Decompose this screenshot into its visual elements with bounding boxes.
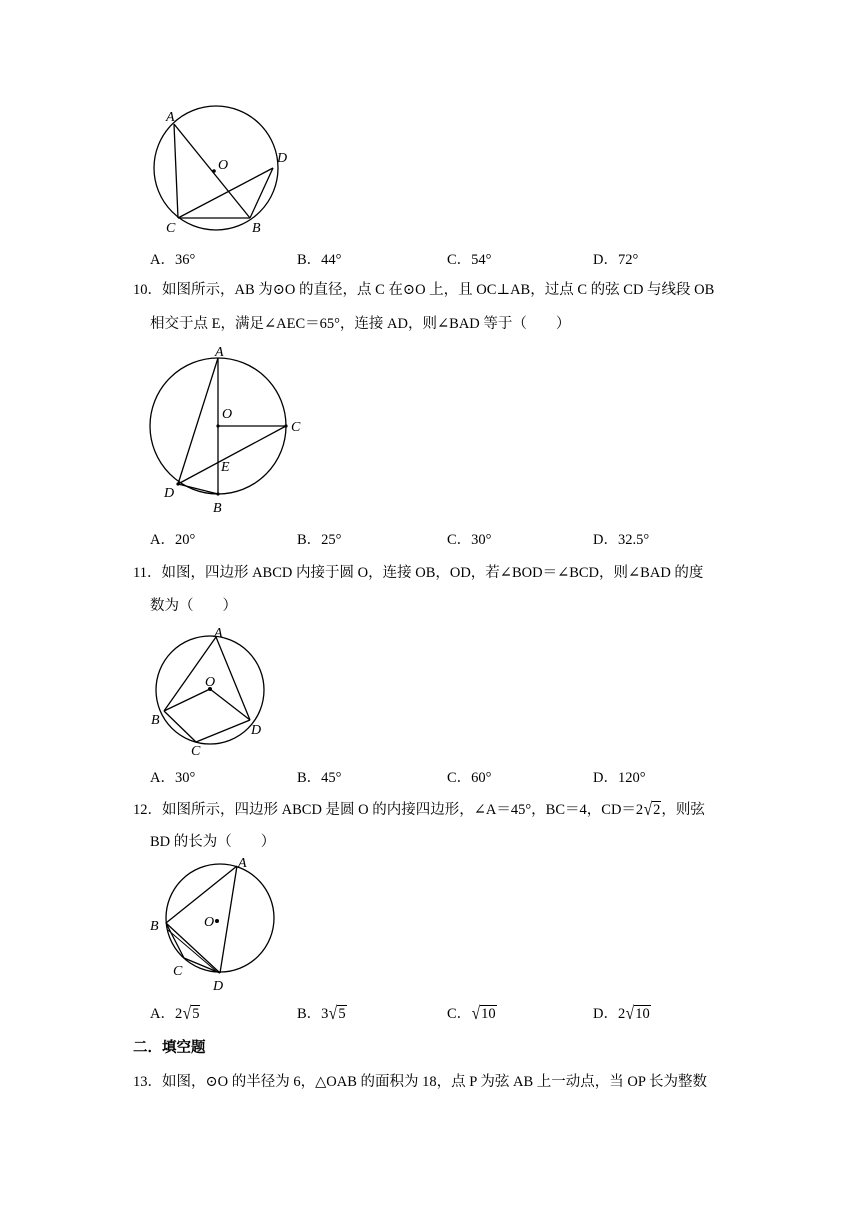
q11-label-d: D <box>251 723 262 738</box>
q12-label-o: O <box>204 915 215 930</box>
q12-option-d <box>593 1002 651 1023</box>
q10-label-a: A <box>215 345 224 360</box>
q9-option-d: D．72° <box>593 252 639 268</box>
q10-label-d: D <box>164 486 175 501</box>
q12-label-c: C <box>173 964 183 979</box>
q9-label-b: B <box>252 221 261 236</box>
q13-text-line1: 13．如图，⊙O 的半径为 6，△OAB 的面积为 18，点 P 为弦 AB 上一动点，当 OP 长为整数 <box>133 1074 708 1090</box>
q12-option-a-radicand: 5 <box>192 1006 200 1022</box>
q9-label-a: A <box>166 110 175 125</box>
q12-option-d-radicand: 10 <box>635 1006 650 1022</box>
q11-label-o: O <box>205 675 216 690</box>
q12-option-c-sqrt: √10 <box>471 1003 496 1024</box>
q11-label-c: C <box>191 744 201 759</box>
q9-label-o: O <box>218 158 229 173</box>
q12-text-line2: BD 的长为（ ） <box>150 834 276 850</box>
q12-sqrt-radicand: 2 <box>653 802 661 818</box>
q12-option-a-prefix: A．2 <box>150 1006 183 1022</box>
q12-option-b-sqrt: √5 <box>329 1003 346 1024</box>
q10-option-c: C．30° <box>447 532 492 548</box>
q9-option-c: C．54° <box>447 252 492 268</box>
q11-label-b: B <box>151 713 160 728</box>
q12-option-d-prefix: D．2 <box>593 1006 626 1022</box>
q10-text-line1: 10．如图所示，AB 为⊙O 的直径，点 C 在⊙O 上，且 OC⊥AB，过点 C 的弦 CD 与线段 OB <box>133 282 715 298</box>
q9-figure <box>140 100 310 240</box>
q9-label-d: D <box>277 151 288 166</box>
q9-label-c: C <box>166 221 176 236</box>
q12-option-b-radicand: 5 <box>338 1006 346 1022</box>
q12-text-line1 <box>133 800 705 820</box>
q9-option-a: A．36° <box>150 252 196 268</box>
q12-label-a: A <box>238 856 247 871</box>
q12-option-c-prefix: C． <box>447 1006 472 1022</box>
q12-option-a <box>150 1002 200 1023</box>
q11-text-line1: 11．如图，四边形 ABCD 内接于圆 O，连接 OB，OD，若∠BOD＝∠BCD，则∠BAD 的度 <box>133 565 704 581</box>
q11-figure <box>145 620 275 760</box>
q12-label-b: B <box>150 919 159 934</box>
q12-text-line1-a: 12．如图所示，四边形 ABCD 是圆 O 的内接四边形，∠A＝45°，BC＝4，CD＝2 <box>133 802 644 818</box>
q12-sqrt: √2 <box>643 800 661 820</box>
q10-label-b: B <box>213 501 222 516</box>
q10-option-a: A．20° <box>150 532 196 548</box>
q9-option-b: B．44° <box>297 252 342 268</box>
q11-option-c: C．60° <box>447 770 492 786</box>
q11-option-d: D．120° <box>593 770 646 786</box>
q12-option-b-prefix: B．3 <box>297 1006 329 1022</box>
section-title-fill-blank: 二．填空题 <box>133 1040 206 1056</box>
q12-text-line1-b: ，则弦 <box>661 802 705 818</box>
q12-option-a-sqrt: √5 <box>183 1003 200 1024</box>
q10-label-o: O <box>222 407 233 422</box>
q12-option-d-sqrt: √10 <box>626 1003 650 1024</box>
q10-option-d: D．32.5° <box>593 532 650 548</box>
q11-option-a: A．30° <box>150 770 196 786</box>
q11-text-line2: 数为（ ） <box>150 598 237 614</box>
q10-label-c: C <box>291 420 301 435</box>
q12-option-c <box>447 1002 497 1023</box>
q12-label-d: D <box>213 979 224 994</box>
q10-text-line2: 相交于点 E，满足∠AEC＝65°，连接 AD，则∠BAD 等于（ ） <box>150 316 571 332</box>
q12-option-b <box>297 1002 347 1023</box>
q11-option-b: B．45° <box>297 770 342 786</box>
q10-label-e: E <box>221 460 230 475</box>
q12-figure <box>140 855 290 995</box>
q11-label-a: A <box>214 626 223 641</box>
q12-option-c-radicand: 10 <box>481 1006 496 1022</box>
q10-figure <box>140 338 315 518</box>
q10-option-b: B．25° <box>297 532 342 548</box>
